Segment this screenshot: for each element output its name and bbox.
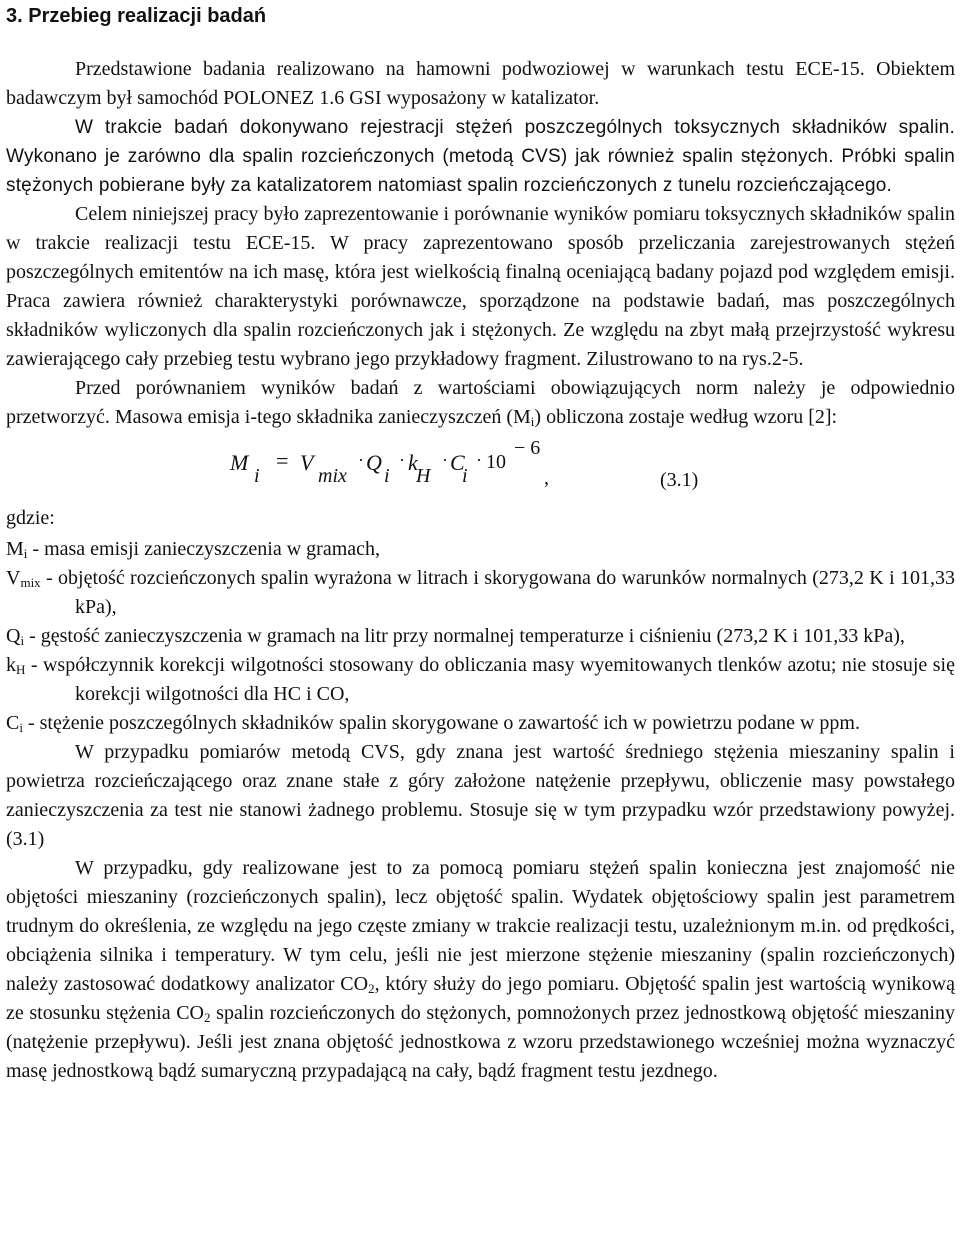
paragraph-3: Celem niniejszej pracy było zaprezentowanie i porównanie wyników pomiaru toksycznych składników spalin w trakcie realizacji testu ECE-15. W pracy zaprezentowano sposób przeliczania zarejestrowanych stężeń poszczególnych emitentów na ich masę, która jest wielkością finalną oceniającą badany pojazd pod względem emisji. Praca zawiera również charakterystyki porównawcze, sporządzone na podstawie badań, mas poszczególnych składników wyliczonych dla spalin rozcieńczonych jak i stężonych. Ze względu na zbyt małą przejrzystość wykresu zawierającego cały przebieg testu wybrano jego przykładowy fragment. Zilustrowano to na rys.2-5. <box>6 203 955 370</box>
def-subscript: i <box>23 546 28 561</box>
definition-item <box>6 564 955 622</box>
gdzie-label: gdzie: <box>6 507 55 529</box>
def-subscript: i <box>20 633 25 648</box>
paragraph-1: Przedstawione badania realizowano na hamowni podwoziowej w warunkach testu ECE-15. Obiektem badawczym był samochód POLONEZ 1.6 GSI wyposażony w katalizator. <box>6 58 955 109</box>
definitions-list <box>6 535 955 738</box>
paragraph-4-text-b: ) obliczona zostaje według wzoru [2]: <box>534 406 838 428</box>
paragraph-4 <box>6 374 955 432</box>
formula-sub-mix: mix <box>318 465 347 487</box>
def-symbol: V <box>6 567 21 589</box>
def-text: - współczynnik korekcji wilgotności stosowany do obliczania masy wyemitowanych tlenków azotu; nie stosuje się korekcji wilgotności dla HC i CO, <box>25 654 955 705</box>
formula-number: (3.1) <box>660 469 699 491</box>
formula-dot-3: · <box>442 450 448 470</box>
formula-sub-i-1: i <box>254 465 260 487</box>
def-subscript: H <box>16 662 26 677</box>
def-symbol: M <box>6 538 24 560</box>
formula-C: C <box>450 450 465 475</box>
def-symbol: C <box>6 712 20 734</box>
def-symbol: k <box>6 654 16 676</box>
paragraph-5: W przypadku pomiarów metodą CVS, gdy znana jest wartość średniego stężenia mieszaniny spalin i powietrza rozcieńczającego oraz znane stałe z góry założone natężenie przepływu, obliczenie masy powstałego zanieczyszczenia za test nie stanowi żadnego problemu. Stosuje się w tym przypadku wzór przedstawiony powyżej. (3.1) <box>6 741 955 850</box>
formula-sub-i-2: i <box>384 465 390 487</box>
formula-comma: , <box>544 467 549 489</box>
formula-V: V <box>300 450 314 475</box>
co2-subscript-2: 2 <box>204 1010 211 1025</box>
formula-k: k <box>408 450 418 475</box>
formula-dot-4: · <box>476 450 482 470</box>
paragraph-4-text-a: Przed porównaniem wyników badań z wartościami obowiązujących norm należy je odpowiednio przetworzyć. Masowa emisja i-tego składnika zanieczyszczeń (M <box>6 377 955 428</box>
paragraph-2: W trakcie badań dokonywano rejestracji stężeń poszczególnych toksycznych składników spalin. Wykonano je zarówno dla spalin rozcieńczonych (metodą CVS) jak również spalin stężonych. Próbki spalin stężonych pobierane były za katalizatorem natomiast spalin rozcieńczonych z tunelu rozcieńczającego. <box>6 117 955 196</box>
paragraph-4-subscript: i <box>530 414 535 429</box>
formula-sub-H: H <box>416 465 431 487</box>
definition-item <box>6 622 955 651</box>
paragraph-6 <box>6 854 955 1086</box>
paragraph-6-text-b: , który służy do jego pomiaru. Objętość spalin jest wartością wynikową ze stosunku stężenia CO <box>6 973 956 1024</box>
paragraph-6-text-c: spalin rozcieńczonych do stężonych, pomnożonych przez jednostkową objętość mieszaniny (natężenie przepływu). Jeśli jest znana objętość jednostkowa z wzoru przedstawionego wcześniej można wyznaczyć masę jednostkową bądź sumaryczną przypadającą na cały, bądź fragment testu jezdnego. <box>6 1002 955 1082</box>
def-text: - gęstość zanieczyszczenia w gramach na litr przy normalnej temperaturze i ciśnieniu (273,2 K i 101,33 kPa), <box>24 625 905 647</box>
formula-sub-i-3: i <box>462 465 468 487</box>
def-text: - masa emisji zanieczyszczenia w gramach, <box>27 538 381 560</box>
def-subscript: i <box>19 720 23 735</box>
definition-item <box>6 709 955 738</box>
definition-item <box>6 651 955 709</box>
formula-ten: 10 <box>486 451 506 473</box>
formula-3-1 <box>6 432 955 504</box>
formula-M: M <box>230 450 249 475</box>
section-heading: 3. Przebieg realizacji badań <box>6 5 267 27</box>
paragraph-6-text-a: W przypadku, gdy realizowane jest to za pomocą pomiaru stężeń spalin konieczna jest znajomość nie objętości mieszaniny (rozcieńczonych spalin), lecz objętość spalin. Wydatek objętościowy spalin jest parametrem trudnym do określenia, ze względu na jego częste zmiany w trakcie realizacji testu, uzależnionym m.in. od prędkości, obciążenia silnika i temperatury. W tym celu, jeśli nie jest mierzone stężenie mieszaniny (spalin rozcieńczonych) należy zastosować dodatkowy analizator CO <box>6 857 955 995</box>
definition-item <box>6 535 955 564</box>
co2-subscript-1: 2 <box>368 981 375 996</box>
formula-dot-1: · <box>358 450 364 470</box>
formula-Q: Q <box>366 450 382 475</box>
formula-exponent: − 6 <box>514 437 541 459</box>
document-page <box>6 4 955 1086</box>
def-symbol: Q <box>6 625 21 647</box>
formula-dot-2: · <box>399 450 405 470</box>
formula-equals: = <box>276 448 289 473</box>
def-text: - objętość rozcieńczonych spalin wyrażona w litrach i skorygowana do warunków normalnych (273,2 K i 101,33 kPa), <box>40 567 955 618</box>
def-text: - stężenie poszczególnych składników spalin skorygowane o zawartość ich w powietrzu podane w ppm. <box>22 712 860 734</box>
def-subscript: mix <box>20 575 41 590</box>
